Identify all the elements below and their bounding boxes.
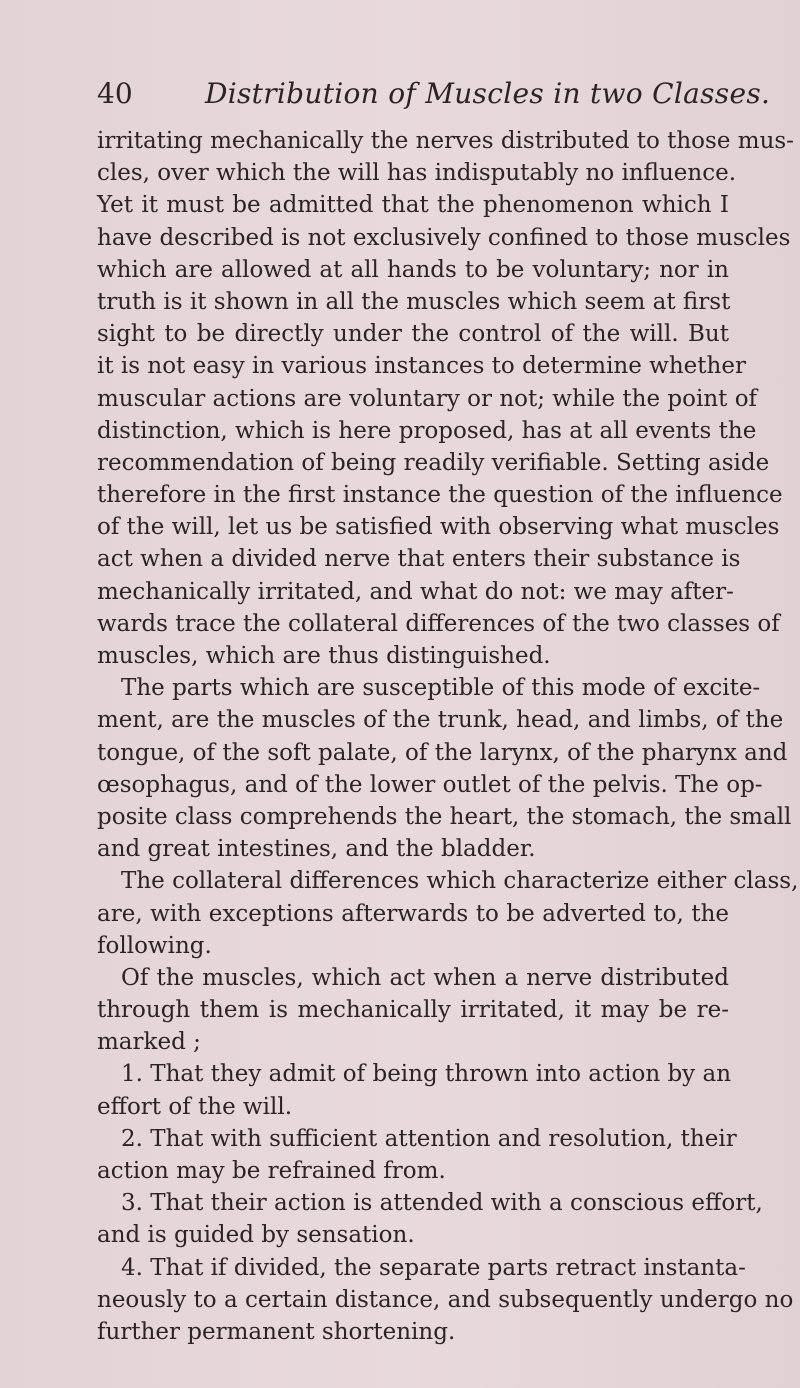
text-line: wards trace the collateral differences of the two classes of xyxy=(97,610,780,637)
text-line: distinction, which is here proposed, has at all events the xyxy=(97,417,757,444)
text-line: further permanent shortening. xyxy=(97,1318,456,1345)
text-line: The collateral differences which characterize either class, xyxy=(121,868,799,895)
text-line: Of the muscles, which act when a nerve distributed xyxy=(121,964,729,991)
text-line: and is guided by sensation. xyxy=(97,1222,415,1249)
text-line: act when a divided nerve that enters their substance is xyxy=(97,546,741,573)
text-line: action may be refrained from. xyxy=(97,1158,446,1184)
page-number: 40 xyxy=(97,77,133,110)
text-line: truth is it shown in all the muscles which seem at first xyxy=(97,288,731,315)
text-line: muscular actions are voluntary or not; while the point of xyxy=(97,385,758,412)
text-line: irritating mechanically the nerves distributed to those mus- xyxy=(97,128,794,154)
text-line: sight to be directly under the control of the will. But xyxy=(97,321,729,348)
text-line: of the will, let us be satisfied with observing what muscles xyxy=(97,514,780,541)
text-line: therefore in the first instance the question of the influence xyxy=(97,482,783,509)
text-line: 1. That they admit of being thrown into action by an xyxy=(121,1061,732,1088)
text-line: muscles, which are thus distinguished. xyxy=(97,643,551,669)
text-line: cles, over which the will has indisputably no influence. xyxy=(97,160,737,187)
text-line: are, with exceptions afterwards to be adverted to, the xyxy=(97,900,729,927)
text-line: The parts which are susceptible of this mode of excite- xyxy=(121,675,761,702)
text-line: and great intestines, and the bladder. xyxy=(97,836,536,863)
body-text xyxy=(97,125,799,1348)
text-line: Yet it must be admitted that the phenomenon which I xyxy=(97,192,729,219)
text-line: tongue, of the soft palate, of the larynx, of the pharynx and xyxy=(97,739,788,766)
text-line: which are allowed at all hands to be voluntary; nor in xyxy=(97,256,729,283)
text-line: through them is mechanically irritated, it may be re- xyxy=(97,997,729,1024)
text-line: following. xyxy=(97,932,212,959)
text-line: recommendation of being readily verifiable. Setting aside xyxy=(97,449,770,476)
text-line: œsophagus, and of the lower outlet of the pelvis. The op- xyxy=(97,771,763,798)
text-line: 4. That if divided, the separate parts retract instanta- xyxy=(121,1254,746,1281)
text-line: 2. That with sufficient attention and resolution, their xyxy=(121,1125,737,1152)
text-line: ment, are the muscles of the trunk, head, and limbs, of the xyxy=(97,707,784,734)
text-line: effort of the will. xyxy=(97,1093,293,1120)
running-title: Distribution of Muscles in two Classes. xyxy=(205,77,771,110)
text-line: posite class comprehends the heart, the stomach, the small xyxy=(97,803,792,830)
page-header xyxy=(0,74,800,114)
text-line: neously to a certain distance, and subsequently undergo no xyxy=(97,1286,794,1313)
text-line: it is not easy in various instances to determine whether xyxy=(97,353,746,380)
text-line: mechanically irritated, and what do not: we may after- xyxy=(97,578,734,605)
text-line: 3. That their action is attended with a conscious effort, xyxy=(121,1190,763,1217)
text-line: have described is not exclusively confined to those muscles xyxy=(97,224,791,251)
text-line: marked ; xyxy=(97,1029,201,1056)
